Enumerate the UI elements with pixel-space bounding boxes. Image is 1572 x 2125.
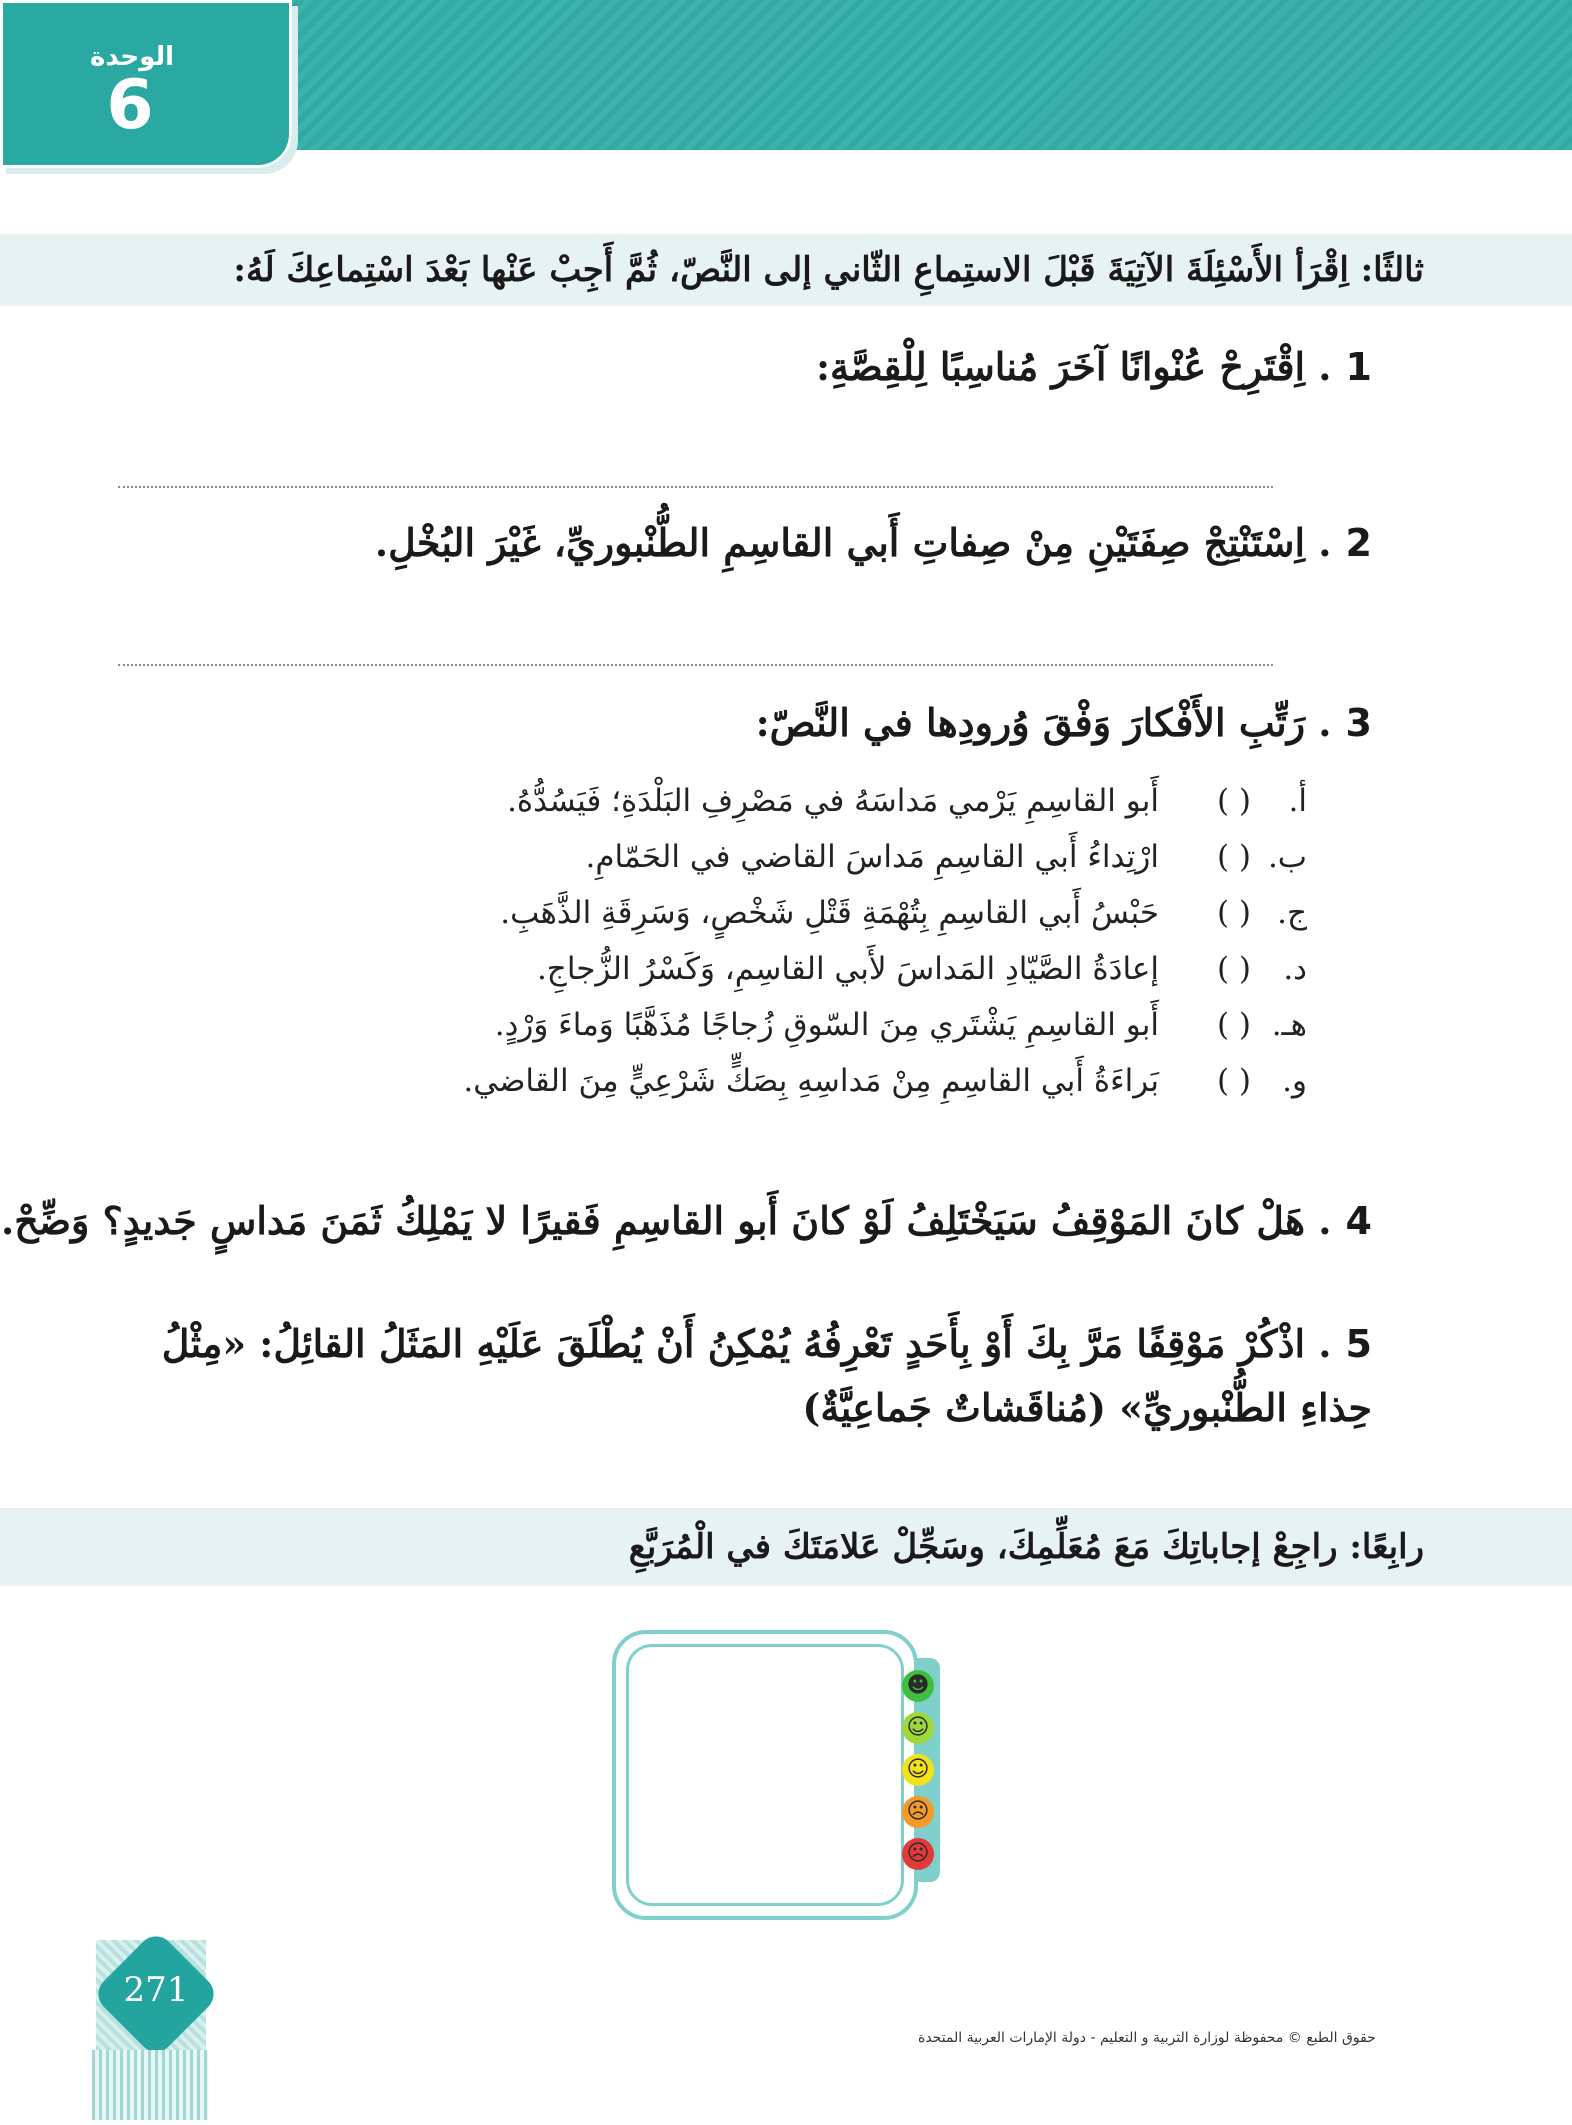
option-text: أَبو القاسِمِ يَرْمي مَداسَهُ في مَصْرِفِ البَلْدَةِ؛ فَيَسُدُّهُ. bbox=[507, 783, 1159, 819]
option-text: أَبو القاسِمِ يَشْتَري مِنَ السّوقِ زُجاجًا مُذَهَّبًا وَماءَ وَرْدٍ. bbox=[494, 1007, 1159, 1043]
question-5-number: 5 bbox=[1345, 1322, 1372, 1366]
face-glyph: ☻ bbox=[906, 1673, 930, 1698]
face-happy-icon[interactable] bbox=[902, 1712, 934, 1744]
option-row bbox=[507, 774, 1307, 828]
answer-line-1[interactable] bbox=[118, 486, 1273, 488]
face-neutral-icon[interactable] bbox=[902, 1754, 934, 1786]
question-3 bbox=[756, 700, 1372, 745]
question-4-text: . هَلْ كانَ المَوْقِفُ سَيَخْتَلِفُ لَوْ كانَ أَبو القاسِمِ فَقيرًا لا يَمْلِكُ ثَمَنَ مَداسٍ جَديدٍ؟ وَضِّحْ. bbox=[0, 1198, 1332, 1243]
face-very-happy-icon[interactable] bbox=[902, 1670, 934, 1702]
option-row bbox=[586, 830, 1308, 884]
order-input[interactable]: ( ) bbox=[1216, 783, 1251, 819]
question-1-text: . اِقْتَرِحْ عُنْوانًا آخَرَ مُناسِبًا لِلْقِصَّةِ: bbox=[815, 344, 1332, 389]
order-input[interactable]: ( ) bbox=[1216, 895, 1251, 931]
option-text: بَراءَةُ أَبي القاسِمِ مِنْ مَداسِهِ بِصَكٍّ شَرْعِيٍّ مِنَ القاضي. bbox=[463, 1063, 1159, 1099]
section-4-heading: رابِعًا: راجِعْ إجاباتِكَ مَعَ مُعَلِّمِكَ، وسَجِّلْ عَلامَتَكَ في الْمُرَبَّعِ bbox=[628, 1527, 1424, 1567]
face-glyph: ☹ bbox=[906, 1799, 930, 1824]
question-4 bbox=[1, 1198, 1372, 1243]
question-1 bbox=[816, 344, 1372, 389]
face-very-sad-icon[interactable] bbox=[902, 1838, 934, 1870]
question-4-number: 4 bbox=[1345, 1199, 1372, 1243]
option-letter: د. bbox=[1283, 951, 1307, 987]
option-letter: هـ. bbox=[1271, 1007, 1307, 1043]
question-5-text: . اذْكُرْ مَوْقِفًا مَرَّ بِكَ أَوْ بِأَحَدٍ تَعْرِفُهُ يُمْكِنُ أَنْ يُطْلَقَ عَلَيْهِ المَثَلُ القائِلُ: «مِثْلُ حِذاءِ الطُّنْبوريِّ» (مُناقَشاتٌ جَماعِيَّةٌ) bbox=[161, 1321, 1372, 1430]
order-input[interactable]: ( ) bbox=[1216, 839, 1251, 875]
order-input[interactable]: ( ) bbox=[1216, 1063, 1251, 1099]
option-letter: ج. bbox=[1277, 895, 1307, 931]
answer-line-2[interactable] bbox=[118, 664, 1273, 666]
question-5 bbox=[132, 1312, 1372, 1440]
footer-decoration bbox=[92, 2050, 208, 2120]
section-3-heading: ثالثًا: اِقْرَأ الأَسْئِلَةَ الآتِيَةَ قَبْلَ الاستِماعِ الثّاني إلى النَّصّ، ثُمَّ أَجِبْ عَنْها بَعْدَ اسْتِماعِكَ لَهُ: bbox=[233, 250, 1424, 290]
face-glyph: ☺ bbox=[906, 1715, 930, 1740]
face-sad-icon[interactable] bbox=[902, 1796, 934, 1828]
option-letter: ب. bbox=[1267, 839, 1307, 875]
option-letter: أ. bbox=[1288, 783, 1307, 819]
face-glyph: ☺ bbox=[906, 1757, 930, 1782]
option-row bbox=[495, 998, 1307, 1052]
score-box[interactable] bbox=[612, 1630, 918, 1920]
option-row bbox=[537, 942, 1307, 996]
option-text: حَبْسُ أَبي القاسِمِ بِتُهْمَةِ قَتْلِ شَخْصٍ، وَسَرِقَةِ الذَّهَبِ. bbox=[500, 895, 1159, 931]
question-1-number: 1 bbox=[1345, 345, 1372, 389]
section-3-band bbox=[0, 234, 1572, 306]
unit-label: الوحدة bbox=[90, 42, 175, 72]
question-3-number: 3 bbox=[1345, 701, 1372, 745]
order-input[interactable]: ( ) bbox=[1216, 1007, 1251, 1043]
question-2-text: . اِسْتَنْتِجْ صِفَتَيْنِ مِنْ صِفاتِ أَبي القاسِمِ الطُّنْبوريِّ، غَيْرَ البُخْلِ. bbox=[374, 520, 1332, 565]
question-2-number: 2 bbox=[1345, 521, 1372, 565]
option-letter: و. bbox=[1282, 1063, 1307, 1099]
section-4-band bbox=[0, 1508, 1572, 1586]
face-glyph: ☹ bbox=[906, 1841, 930, 1866]
question-3-text: . رَتِّبِ الأَفْكارَ وَفْقَ وُرودِها في النَّصّ: bbox=[755, 700, 1332, 745]
copyright-notice: حقوق الطبع © محفوظة لوزارة التربية و التعليم - دولة الإمارات العربية المتحدة bbox=[918, 2030, 1376, 2046]
unit-number: 6 bbox=[106, 66, 154, 145]
order-input[interactable]: ( ) bbox=[1216, 951, 1251, 987]
score-box-inner bbox=[626, 1644, 904, 1906]
option-text: ارْتِداءُ أَبي القاسِمِ مَداسَ القاضي في الحَمّامِ. bbox=[585, 839, 1159, 875]
unit-tab bbox=[0, 0, 292, 168]
option-text: إعادَةُ الصَّيّادِ المَداسَ لأَبي القاسِمِ، وَكَسْرُ الزُّجاجِ. bbox=[536, 951, 1159, 987]
option-row bbox=[500, 886, 1307, 940]
page-number: 271 bbox=[123, 1970, 189, 2010]
question-2 bbox=[375, 520, 1372, 565]
option-row bbox=[463, 1054, 1307, 1108]
